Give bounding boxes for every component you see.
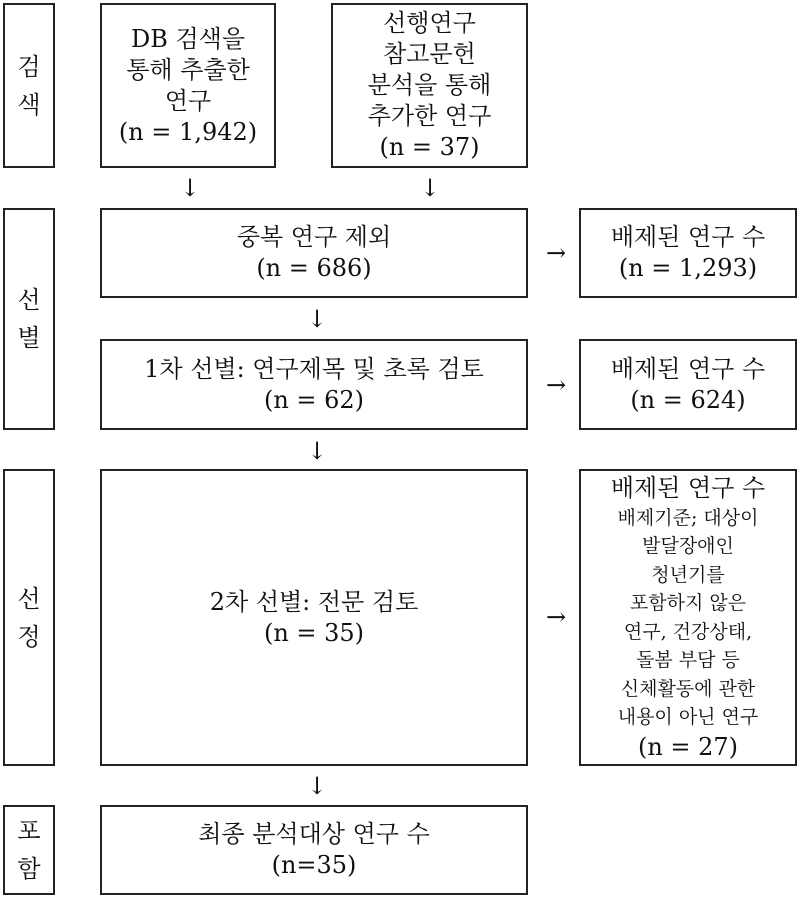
box-line: 중복 연구 제외 — [236, 223, 392, 251]
phase-search — [3, 3, 55, 168]
box-line: 2차 선별: 전문 검토 — [209, 587, 419, 616]
down-arrow: ↓ — [306, 772, 328, 800]
phase-char: 선 — [17, 584, 41, 613]
screen2-excluded-box — [579, 469, 797, 766]
box-line: 통해 추출한 — [126, 55, 250, 84]
box-line: 배제된 연구 수 — [610, 223, 766, 251]
phase-char: 함 — [17, 855, 41, 883]
box-line: (n = 686) — [256, 254, 372, 282]
box-line: 분석을 통해 — [367, 71, 492, 99]
screen2-box — [100, 469, 528, 766]
right-arrow: → — [545, 371, 567, 399]
box-line: (n = 624) — [630, 385, 746, 414]
box-line: (n = 62) — [263, 385, 365, 414]
box-line: (n = 1,293) — [618, 254, 758, 282]
screen1-box — [100, 339, 528, 430]
down-arrow: ↓ — [419, 174, 441, 202]
exclusion-criteria-line: 연구, 건강상태, — [623, 620, 753, 643]
screen1-excluded-box — [579, 339, 797, 430]
phase-eligibility — [3, 469, 55, 766]
box-line: DB 검색을 — [130, 24, 246, 53]
phase-included — [3, 805, 55, 895]
exclusion-criteria-line: 내용이 아닌 연구 — [617, 706, 759, 728]
box-line: (n = 35) — [263, 618, 365, 647]
exclusion-criteria-line: 청년기를 — [651, 563, 725, 586]
phase-char: 색 — [17, 90, 41, 119]
db-search-box — [100, 3, 276, 168]
box-line: 연구 — [164, 86, 212, 115]
reference-search-box — [331, 3, 528, 168]
down-arrow: ↓ — [306, 305, 328, 333]
phase-char: 별 — [17, 324, 41, 352]
exclusion-criteria-line: 발달장애인 — [642, 535, 734, 557]
box-line: (n = 1,942) — [118, 117, 258, 146]
dedup-excluded-box — [579, 208, 797, 298]
phase-screening — [3, 208, 55, 430]
exclusion-criteria-line: 돌봄 부담 등 — [636, 649, 740, 671]
exclusion-criteria-line: 신체활동에 관한 — [620, 677, 756, 700]
box-line: 참고문헌 — [383, 40, 476, 68]
exclusion-criteria-line: 배제기준; 대상이 — [617, 506, 759, 529]
box-line: 최종 분석대상 연구 수 — [198, 820, 430, 848]
phase-char: 검 — [17, 52, 41, 81]
box-line: 추가한 연구 — [367, 102, 492, 130]
final-box — [100, 805, 528, 895]
down-arrow: ↓ — [179, 174, 201, 202]
box-line: (n=35) — [271, 851, 357, 879]
down-arrow: ↓ — [306, 437, 328, 465]
box-line: (n = 37) — [379, 133, 480, 161]
excluded-title: 배제된 연구 수 — [610, 473, 766, 502]
phase-char: 정 — [17, 622, 41, 651]
phase-char: 포 — [17, 817, 41, 845]
box-line: 배제된 연구 수 — [610, 354, 766, 383]
phase-char: 선 — [17, 286, 41, 314]
dedup-box — [100, 208, 528, 298]
exclusion-criteria-line: 포함하지 않은 — [629, 592, 747, 614]
box-line: 1차 선별: 연구제목 및 초록 검토 — [144, 354, 484, 383]
excluded-count: (n = 27) — [637, 732, 739, 761]
box-line: 선행연구 — [383, 9, 476, 37]
right-arrow: → — [545, 239, 567, 267]
right-arrow: → — [545, 603, 567, 631]
